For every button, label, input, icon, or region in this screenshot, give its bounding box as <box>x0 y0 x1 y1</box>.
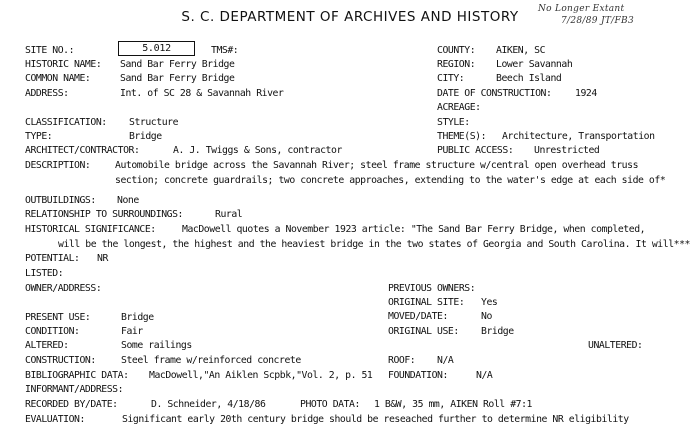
site-no-label: SITE NO.: <box>25 45 75 56</box>
public-access-label: PUBLIC ACCESS: <box>437 145 514 156</box>
recorded-by-label: RECORDED BY/DATE: <box>25 399 118 410</box>
previous-owners-label: PREVIOUS OWNERS: <box>388 283 476 294</box>
date-of-construction-label: DATE OF CONSTRUCTION: <box>437 88 552 99</box>
present-use-label: PRESENT USE: <box>25 312 91 323</box>
county-label: COUNTY: <box>437 45 476 56</box>
owner-address-label: OWNER/ADDRESS: <box>25 283 102 294</box>
altered-label: ALTERED: <box>25 340 69 351</box>
unaltered-label: UNALTERED: <box>588 340 643 351</box>
bibliographic-data-value: MacDowell,"An Aiklen Scpbk,"Vol. 2, p. 51 <box>149 370 373 381</box>
historical-significance-label: HISTORICAL SIGNIFICANCE: <box>25 224 156 235</box>
themes-value: Architecture, Transportation <box>502 131 655 142</box>
type-label: TYPE: <box>25 131 53 142</box>
roof-value: N/A <box>437 355 454 366</box>
present-use-value: Bridge <box>121 312 154 323</box>
condition-value: Fair <box>121 326 143 337</box>
original-use-value: Bridge <box>481 326 514 337</box>
classification-value: Structure <box>129 117 179 128</box>
potential-label: POTENTIAL: <box>25 253 80 264</box>
potential-value: NR <box>97 253 108 264</box>
photo-data-label: PHOTO DATA: <box>300 399 360 410</box>
historic-name-label: HISTORIC NAME: <box>25 59 102 70</box>
listed-label: LISTED: <box>25 268 64 279</box>
handwritten-annotation-date: 7/28/89 JT/FB3 <box>561 16 634 26</box>
region-value: Lower Savannah <box>496 59 573 70</box>
classification-label: CLASSIFICATION: <box>25 117 107 128</box>
city-value: Beech Island <box>496 73 562 84</box>
architect-label: ARCHITECT/CONTRACTOR: <box>25 145 140 156</box>
historical-significance-line-2: will be the longest, the highest and the heaviest bridge in the two states of Georgia and South Carolina. It will*** <box>58 239 690 250</box>
construction-label: CONSTRUCTION: <box>25 355 96 366</box>
original-site-value: Yes <box>481 297 498 308</box>
recorded-by-value: D. Schneider, 4/18/86 <box>151 399 266 410</box>
moved-date-label: MOVED/DATE: <box>388 311 448 322</box>
acreage-label: ACREAGE: <box>437 102 481 113</box>
historical-significance-line-1: MacDowell quotes a November 1923 article: "The Sand Bar Ferry Bridge, when completed, <box>182 224 646 235</box>
construction-value: Steel frame w/reinforced concrete <box>121 355 301 366</box>
original-site-label: ORIGINAL SITE: <box>388 297 465 308</box>
photo-data-value: 1 B&W, 35 mm, AIKEN Roll #7:1 <box>374 399 532 410</box>
evaluation-label: EVALUATION: <box>25 414 85 425</box>
common-name-label: COMMON NAME: <box>25 73 91 84</box>
foundation-value: N/A <box>476 370 493 381</box>
roof-label: ROOF: <box>388 355 416 366</box>
tms-label: TMS#: <box>211 45 239 56</box>
altered-value: Some railings <box>121 340 192 351</box>
site-no-value: 5.012 <box>118 41 195 56</box>
description-line-1: Automobile bridge across the Savannah River; steel frame structure w/central open overhead truss <box>115 160 639 171</box>
original-use-label: ORIGINAL USE: <box>388 326 459 337</box>
public-access-value: Unrestricted <box>534 145 600 156</box>
condition-label: CONDITION: <box>25 326 80 337</box>
themes-label: THEME(S): <box>437 131 487 142</box>
foundation-label: FOUNDATION: <box>388 370 448 381</box>
region-label: REGION: <box>437 59 476 70</box>
bibliographic-data-label: BIBLIOGRAPHIC DATA: <box>25 370 129 381</box>
type-value: Bridge <box>129 131 162 142</box>
outbuildings-value: None <box>117 195 139 206</box>
county-value: AIKEN, SC <box>496 45 546 56</box>
city-label: CITY: <box>437 73 465 84</box>
historic-name-value: Sand Bar Ferry Bridge <box>120 59 235 70</box>
relationship-label: RELATIONSHIP TO SURROUNDINGS: <box>25 209 183 220</box>
description-label: DESCRIPTION: <box>25 160 91 171</box>
informant-address-label: INFORMANT/ADDRESS: <box>25 384 124 395</box>
description-line-2: section; concrete guardrails; two concrete approaches, extending to the water's edge at each side of* <box>115 175 666 186</box>
evaluation-value: Significant early 20th century bridge should be reseached further to determine NR eligibility <box>122 414 629 425</box>
moved-date-value: No <box>481 311 492 322</box>
relationship-value: Rural <box>215 209 243 220</box>
address-label: ADDRESS: <box>25 88 69 99</box>
outbuildings-label: OUTBUILDINGS: <box>25 195 96 206</box>
common-name-value: Sand Bar Ferry Bridge <box>120 73 235 84</box>
date-of-construction-value: 1924 <box>575 88 597 99</box>
handwritten-annotation-status: No Longer Extant <box>538 4 625 14</box>
address-value: Int. of SC 28 & Savannah River <box>120 88 284 99</box>
architect-value: A. J. Twiggs & Sons, contractor <box>173 145 342 156</box>
page-title: S. C. DEPARTMENT OF ARCHIVES AND HISTORY <box>181 9 519 25</box>
style-label: STYLE: <box>437 117 470 128</box>
